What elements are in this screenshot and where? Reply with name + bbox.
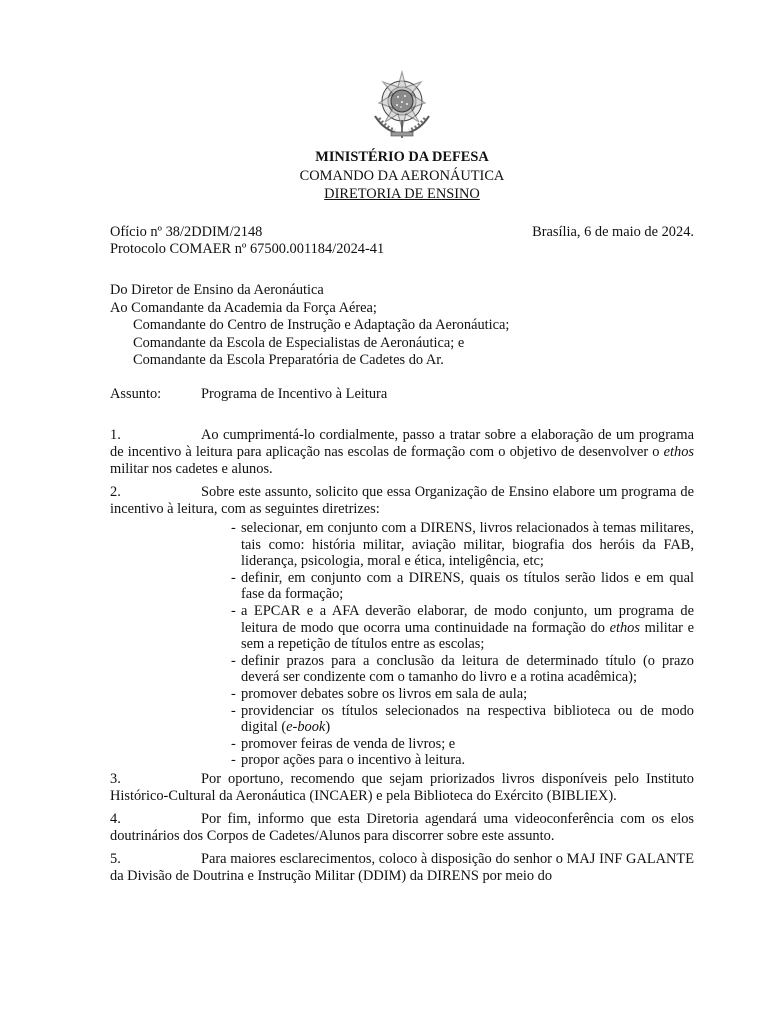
directorate-title: DIRETORIA DE ENSINO (324, 186, 480, 202)
command-title: COMANDO DA AERONÁUTICA (299, 167, 505, 184)
coat-of-arms-icon (365, 66, 439, 140)
protocol-number: Protocolo COMAER nº 67500.001184/2024-41 (110, 241, 385, 257)
paragraph-5: 5. Para maiores esclarecimentos, coloco à disposição do senhor o MAJ INF GALANTE da Divisão de Doutrina e Instrução Militar (DDIM) da DIRENS por meio do (110, 850, 694, 884)
recipient: Comandante da Escola Preparatória de Cadetes do Ar. (133, 352, 444, 368)
paragraph-number: 4. (110, 810, 121, 827)
list-item: - propor ações para o incentivo à leitura. (231, 752, 466, 769)
list-item: - providenciar os títulos selecionados na respectiva biblioteca ou de modo digital (e-book) (231, 702, 694, 736)
letter-date: Brasília, 6 de maio de 2024. (532, 224, 694, 240)
paragraph-3: 3. Por oportuno, recomendo que sejam priorizados livros disponíveis pelo Instituto Histórico-Cultural da Aeronáutica (INCAER) e pela Biblioteca do Exército (BIBLIEX). (110, 770, 694, 804)
paragraph-1: 1. Ao cumprimentá-lo cordialmente, passo a tratar sobre a elaboração de um programa de incentivo à leitura para aplicação nas escolas de formação com o objetivo de desenvolver o ethos militar nos cadetes e alunos. (110, 427, 694, 477)
paragraph-number: 2. (110, 484, 121, 500)
oficio-number: Ofício nº 38/2DDIM/2148 (110, 224, 263, 240)
addressing-block (110, 282, 694, 370)
list-item: - definir, em conjunto com a DIRENS, quais os títulos serão lidos e em qual fase da formação; (231, 569, 694, 603)
paragraph-number: 1. (110, 427, 121, 443)
sender: Do Diretor de Ensino da Aeronáutica (110, 282, 324, 298)
ministry-title: MINISTÉRIO DA DEFESA (315, 149, 489, 165)
letter-body (110, 427, 694, 891)
paragraph-2: 2. Sobre este assunto, solicito que essa Organização de Ensino elabore um programa de incentivo à leitura, com as seguintes diretrizes: (110, 484, 694, 517)
subject-line (110, 386, 694, 403)
subject-label: Assunto: (110, 386, 162, 402)
reference-block (110, 224, 694, 258)
list-item: - definir prazos para a conclusão da leitura de determinado título (o prazo deverá ser condizente com o tamanho do livro e a rotina acadêmica); (231, 652, 694, 686)
list-item: - selecionar, em conjunto com a DIRENS, livros relacionados à temas militares, tais como: história militar, aviação militar, biografia dos heróis da FAB, liderança, psicologia, moral e ética, inteligência, etc; (231, 520, 694, 570)
letterhead (110, 148, 694, 204)
paragraph-number: 5. (110, 850, 121, 867)
paragraph-4: 4. Por fim, informo que esta Diretoria agendará uma videoconferência com os elos doutrinários dos Corpos de Cadetes/Alunos para discorrer sobre este assunto. (110, 810, 694, 844)
subject-value: Programa de Incentivo à Leitura (201, 386, 388, 402)
recipient: Comandante da Escola de Especialistas de Aeronáutica; e (133, 334, 465, 351)
directives-list (110, 520, 694, 769)
recipient-first: Ao Comandante da Academia da Força Aérea; (110, 299, 377, 316)
emphasis: ethos (663, 444, 694, 460)
list-item: - promover debates sobre os livros em sala de aula; (231, 685, 528, 702)
list-item: - promover feiras de venda de livros; e (231, 735, 456, 752)
document-page (110, 0, 694, 1024)
recipient: Comandante do Centro de Instrução e Adaptação da Aeronáutica; (133, 317, 510, 333)
list-item: - a EPCAR e a AFA deverão elaborar, de modo conjunto, um programa de leitura de modo que ocorra uma continuidade na formação do ethos militar e sem a repetição de títulos entre as escolas; (231, 602, 695, 653)
paragraph-number: 3. (110, 770, 121, 787)
